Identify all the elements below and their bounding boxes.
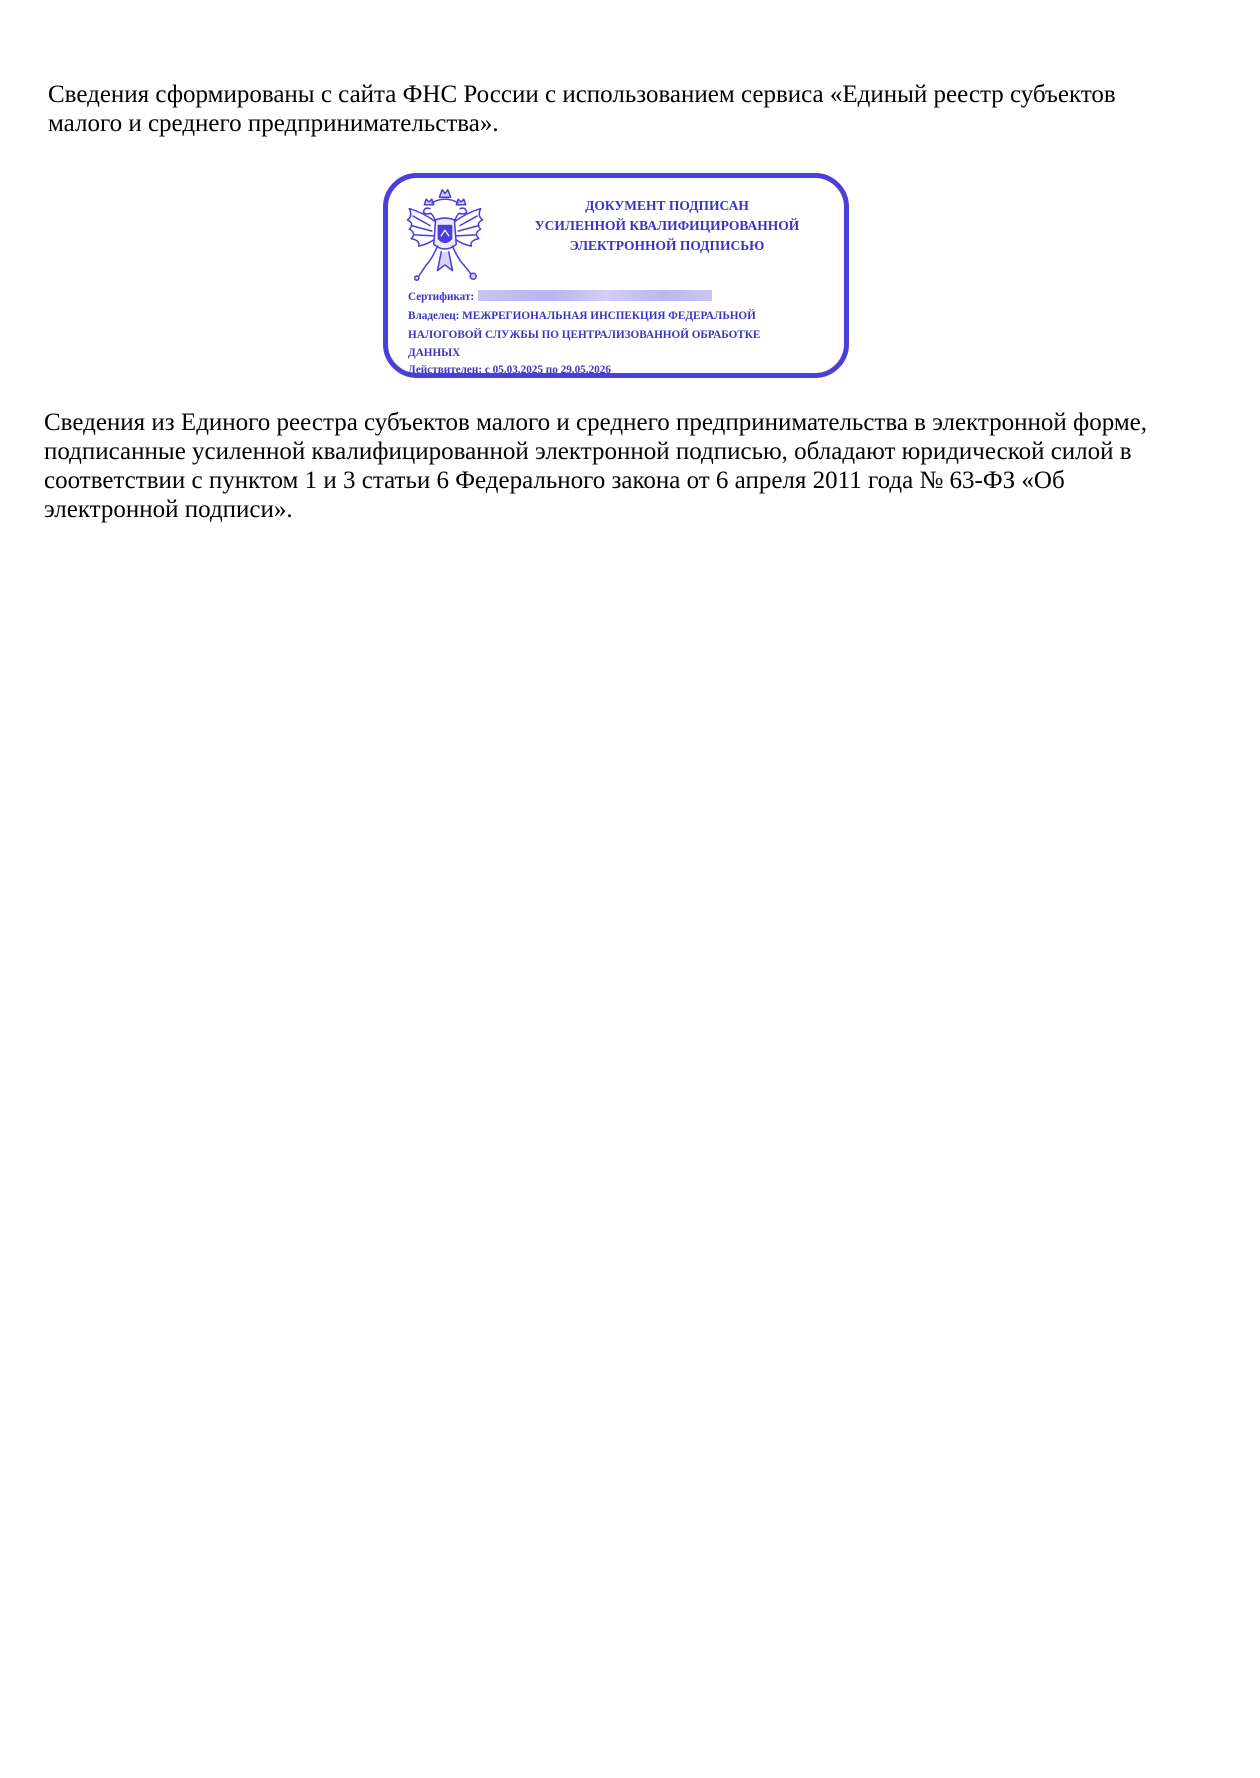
legal-notice-paragraph [44,408,1228,524]
stamp-title-line: УСИЛЕННОЙ КВАЛИФИЦИРОВАННОЙ [534,218,800,233]
owner-line: Владелец: МЕЖРЕГИОНАЛЬНАЯ ИНСПЕКЦИЯ ФЕДЕРАЛЬНОЙ [408,310,756,322]
stamp-title-line: ДОКУМЕНТ ПОДПИСАН [585,198,749,213]
legal-line: электронной подписи». [44,496,293,523]
intro-paragraph [48,80,1228,138]
certificate-row [408,288,828,307]
intro-line: малого и среднего предпринимательства». [48,110,499,137]
validity-period: Действителен: с 05.03.2025 по 29.05.2026 [408,364,611,376]
certificate-redacted-value [478,290,712,301]
legal-line: Сведения из Единого реестра субъектов малого и среднего предпринимательства в электронной форме, [44,409,1148,436]
owner-line: НАЛОГОВОЙ СЛУЖБЫ ПО ЦЕНТРАЛИЗОВАННОЙ ОБРАБОТКЕ [408,329,761,341]
stamp-title [506,196,828,256]
russian-coat-of-arms-icon [398,184,492,282]
certificate-label: Сертификат: [408,291,475,303]
legal-line: подписанные усиленной квалифицированной электронной подписью, обладают юридической силой в [44,438,1132,465]
owner-line: ДАННЫХ [408,347,461,359]
signature-stamp [383,173,849,378]
intro-line: Сведения сформированы с сайта ФНС России с использованием сервиса «Единый реестр субъектов [48,81,1116,108]
legal-line: соответствии с пунктом 1 и 3 статьи 6 Федерального закона от 6 апреля 2011 года № 63-ФЗ «Об [44,467,1065,494]
stamp-title-line: ЭЛЕКТРОННОЙ ПОДПИСЬЮ [569,238,765,253]
stamp-details [408,288,828,379]
